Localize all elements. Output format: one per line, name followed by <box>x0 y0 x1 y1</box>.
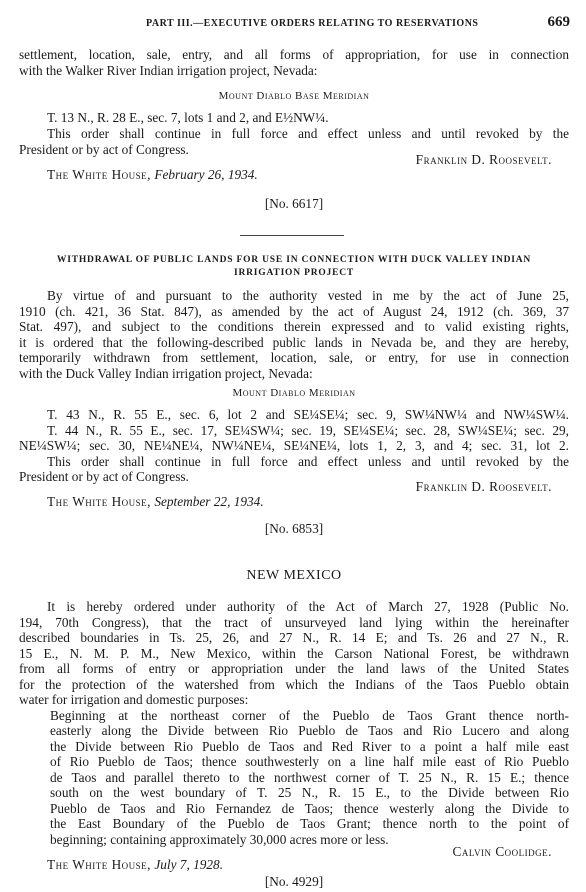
boundary-text-line: de Taos and parallel thereto to the northwest corner of T. 25 N., R. 15 E.; thence <box>50 770 569 785</box>
signature: Franklin D. Roosevelt. <box>415 152 552 167</box>
boundary-text-line: the Divide between Rio Pueblo de Taos and Red River to a point a half mile east <box>50 739 569 754</box>
body-text-line: for the protection of the watershed from which the Indians of the Taos Pueblo obtain <box>19 677 569 692</box>
dateline <box>19 167 569 183</box>
land-description: T. 43 N., R. 55 E., sec. 6, lot 2 and SE¼SE¼; sec. 9, SW¼NW¼ and NW¼SW¼. <box>47 407 569 422</box>
body-text-line: 15 E., N. M. P. M., New Mexico, within the Carson National Forest, be withdrawn <box>19 646 569 661</box>
meridian-heading: Mount Diablo Meridian <box>232 387 356 399</box>
dateline-place: The White House, <box>47 494 151 509</box>
dateline <box>19 494 569 510</box>
boundary-text-line: beginning; containing approximately 30,000 acres more or less. <box>50 832 389 847</box>
body-text-line: temporarily withdrawn from settlement, location, sale, or entry, for use in connection <box>19 350 569 365</box>
running-title: PART III.—EXECUTIVE ORDERS RELATING TO RESERVATIONS <box>146 18 479 29</box>
body-text-line: 194, 70th Congress), that the tract of unsurveyed land lying within the hereinafter <box>19 615 569 630</box>
body-text-line: It is hereby ordered under authority of the Act of March 27, 1928 (Public No. <box>47 599 569 614</box>
land-description: T. 44 N., R. 55 E., sec. 17, SE¼SW¼; sec. 19, SE¼SE¼; sec. 28, SW¼SE¼; sec. 29, <box>47 423 569 438</box>
dateline-date: September 22, 1934. <box>154 494 264 509</box>
section-title: WITHDRAWAL OF PUBLIC LANDS FOR USE IN CONNECTION WITH DUCK VALLEY INDIAN <box>56 255 532 265</box>
dateline <box>19 857 569 873</box>
body-text-line: Stat. 497), and subject to the conditions therein expressed and to valid existing rights, <box>19 319 569 334</box>
land-description: NE¼SW¼; sec. 30, NE¼NE¼, NW¼NE¼, SE¼NE¼, lots 1, 2, 3, and 4; sec. 31, lot 2. <box>19 438 569 453</box>
meridian-heading: Mount Diablo Base Meridian <box>218 90 370 102</box>
land-description: T. 13 N., R. 28 E., sec. 7, lots 1 and 2, and E½NW¼. <box>47 110 329 125</box>
body-text-line: President or by act of Congress. <box>19 469 189 484</box>
body-text-line: By virtue of and pursuant to the authority vested in me by the act of June 25, <box>47 288 569 303</box>
body-text-line: described boundaries in Ts. 25, 26, and 27 N., R. 14 E; and Ts. 26 and 27 N., R. <box>19 630 569 645</box>
signature: Calvin Coolidge. <box>452 844 552 859</box>
page-header <box>18 14 570 34</box>
body-text-line: 1910 (ch. 421, 36 Stat. 847), as amended by the act of August 24, 1912 (ch. 369, 37 <box>19 304 569 319</box>
page-number: 669 <box>547 14 570 30</box>
body-text-line: with the Walker River Indian irrigation project, Nevada: <box>19 63 318 78</box>
signature: Franklin D. Roosevelt. <box>415 479 552 494</box>
dateline-date: July 7, 1928. <box>154 857 224 872</box>
body-text-line: it is ordered that the following-described public lands in Nevada be, and they are hereby, <box>19 335 569 350</box>
body-text-line: settlement, location, sale, entry, and all forms of appropriation, for use in connection <box>19 47 569 62</box>
body-text-line: water for irrigation and domestic purposes: <box>19 692 249 707</box>
dateline-date: February 26, 1934. <box>154 167 258 182</box>
section-heading: NEW MEXICO <box>246 568 342 583</box>
body-text-line: This order shall continue in full force and effect unless and until revoked by the <box>47 454 569 469</box>
order-number: [No. 6617] <box>264 196 324 211</box>
boundary-text-line: Beginning at the northeast corner of the Pueblo de Taos Grant thence north- <box>50 708 569 723</box>
order-number: [No. 4929] <box>264 874 324 889</box>
body-text-line: President or by act of Congress. <box>19 142 189 157</box>
boundary-text-line: south on the west boundary of T. 25 N., R. 15 E., to the Divide between Rio <box>50 785 569 800</box>
boundary-text-line: the East Boundary of the Pueblo de Taos Grant; thence north to the point of <box>50 816 569 831</box>
order-number: [No. 6853] <box>264 521 324 536</box>
boundary-text-line: of Rio Pueblo de Taos; thence southwesterly on a line half mile east of Rio Pueblo <box>50 754 569 769</box>
boundary-text-line: easterly along the Divide between Rio Pueblo de Taos and Rio Lucero and along <box>50 723 569 738</box>
dateline-place: The White House, <box>47 857 151 872</box>
body-text-line: This order shall continue in full force and effect unless and until revoked by the <box>47 126 569 141</box>
body-text-line: with the Duck Valley Indian irrigation project, Nevada: <box>19 366 313 381</box>
body-text-line: from all forms of entry or appropriation under the land laws of the United States <box>19 661 569 676</box>
section-title: IRRIGATION PROJECT <box>233 268 355 278</box>
boundary-text-line: Pueblo de Taos and Rio Fernandez de Taos; thence westerly along the Divide to <box>50 801 569 816</box>
section-divider <box>240 235 344 236</box>
dateline-place: The White House, <box>47 167 151 182</box>
